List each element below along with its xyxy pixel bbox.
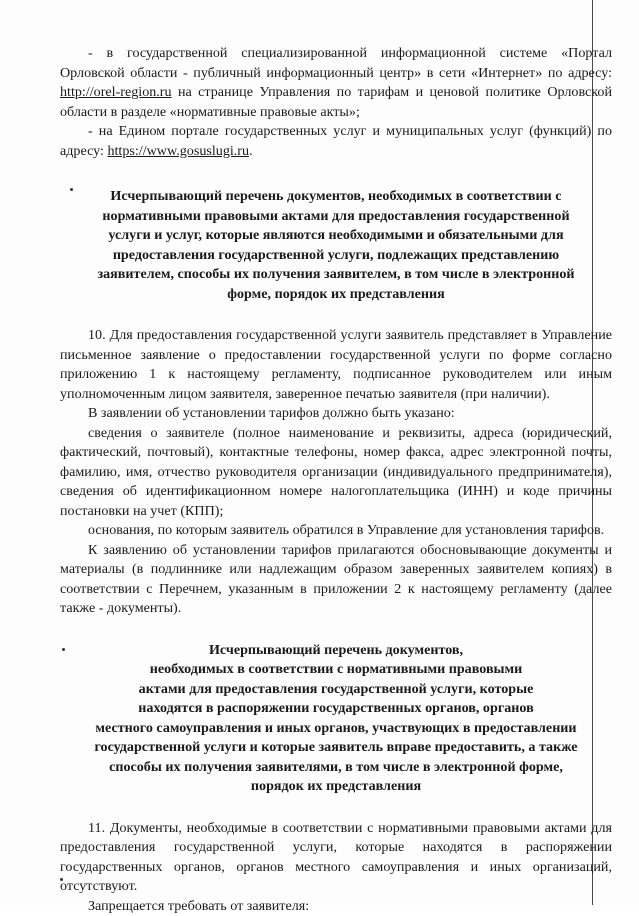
gosuslugi-link[interactable]: https://www.gosuslugi.ru <box>107 143 249 159</box>
paragraph-11-prohibition: Запрещается требовать от заявителя: <box>60 897 612 916</box>
paragraph-gosuslugi <box>60 122 612 161</box>
paragraph-text: - в государственной специализированной информационной системе «Портал Орловской области - публичный информационный центр» в сети «Интернет» по адресу: <box>60 45 612 81</box>
section-heading-2 <box>60 641 612 797</box>
paragraph-10-grounds: основания, по которым заявитель обратился в Управление для установления тарифов. <box>60 521 612 541</box>
heading-line: государственной услуги и которые заявитель вправе предоставить, а также <box>66 738 606 758</box>
paragraph-11-documents: 11. Документы, необходимые в соответствии с нормативными правовыми актами для предоставления государственной услуги, которые находятся в распоряжении государственных органов, органов местного самоуправления и иных организаций, отсутствуют. <box>60 819 612 897</box>
orel-region-link[interactable]: http://orel-region.ru <box>60 84 172 100</box>
heading-line: местного самоуправления и иных органов, участвующих в предоставлении <box>66 719 606 739</box>
heading-line: порядок их представления <box>66 777 606 797</box>
heading-line: Исчерпывающий перечень документов, <box>66 641 606 661</box>
heading-line: нормативными правовыми актами для предоставления государственной <box>66 207 606 227</box>
paragraph-10-applicant-info: сведения о заявителе (полное наименование и реквизиты, адреса (юридический, фактический, почтовый), контактные телефоны, номер факса, адрес электронной почты, фамилию, имя, отчество руководителя организации (индивидуального предпринимателя), сведения об идентификационном номере налогоплательщика (ИНН) и коде причины постановки на учет (КПП); <box>60 424 612 522</box>
document-body <box>60 44 612 916</box>
heading-line: способы их получения заявителями, в том числе в электронной форме, <box>66 758 606 778</box>
paragraph-10-attachments: К заявлению об установлении тарифов прилагаются обосновывающие документы и материалы (в подлиннике или надлежащим образом заверенных заявителем копиях) в соответствии с Перечнем, указанным в приложении 2 к настоящему регламенту (далее также - документы). <box>60 541 612 619</box>
paragraph-text: на странице Управления по тарифам и ценовой политике Орловской области в разделе «нормативные правовые акты»; <box>60 84 612 120</box>
heading-line: услуги и услуг, которые являются необходимыми и обязательными для <box>66 226 606 246</box>
heading-line: форме, порядок их представления <box>66 285 606 305</box>
heading-line: заявителем, способы их получения заявителем, в том числе в электронной <box>66 265 606 285</box>
paragraph-text: . <box>249 143 253 159</box>
heading-line: необходимых в соответствии с нормативными правовыми <box>66 660 606 680</box>
paragraph-text: - на Едином портале государственных услуг и муниципальных услуг (функций) по адресу: <box>60 123 612 159</box>
heading-line: находятся в распоряжении государственных органов, органов <box>66 699 606 719</box>
heading-line: предоставления государственной услуги, подлежащих представлению <box>66 246 606 266</box>
heading-line: актами для предоставления государственной услуги, которые <box>66 680 606 700</box>
section-heading-1 <box>60 187 612 304</box>
paragraph-10-requirements: В заявлении об установлении тарифов должно быть указано: <box>60 404 612 424</box>
paragraph-10-intro: 10. Для предоставления государственной услуги заявитель представляет в Управление письменное заявление о предоставлении государственной услуги по форме согласно приложению 1 к настоящему регламенту, подписанное руководителем или иным уполномоченным лицом заявителя, заверенное печатью заявителя (при наличии). <box>60 326 612 404</box>
paragraph-portal-orel <box>60 44 612 122</box>
heading-line: Исчерпывающий перечень документов, необходимых в соответствии с <box>66 187 606 207</box>
